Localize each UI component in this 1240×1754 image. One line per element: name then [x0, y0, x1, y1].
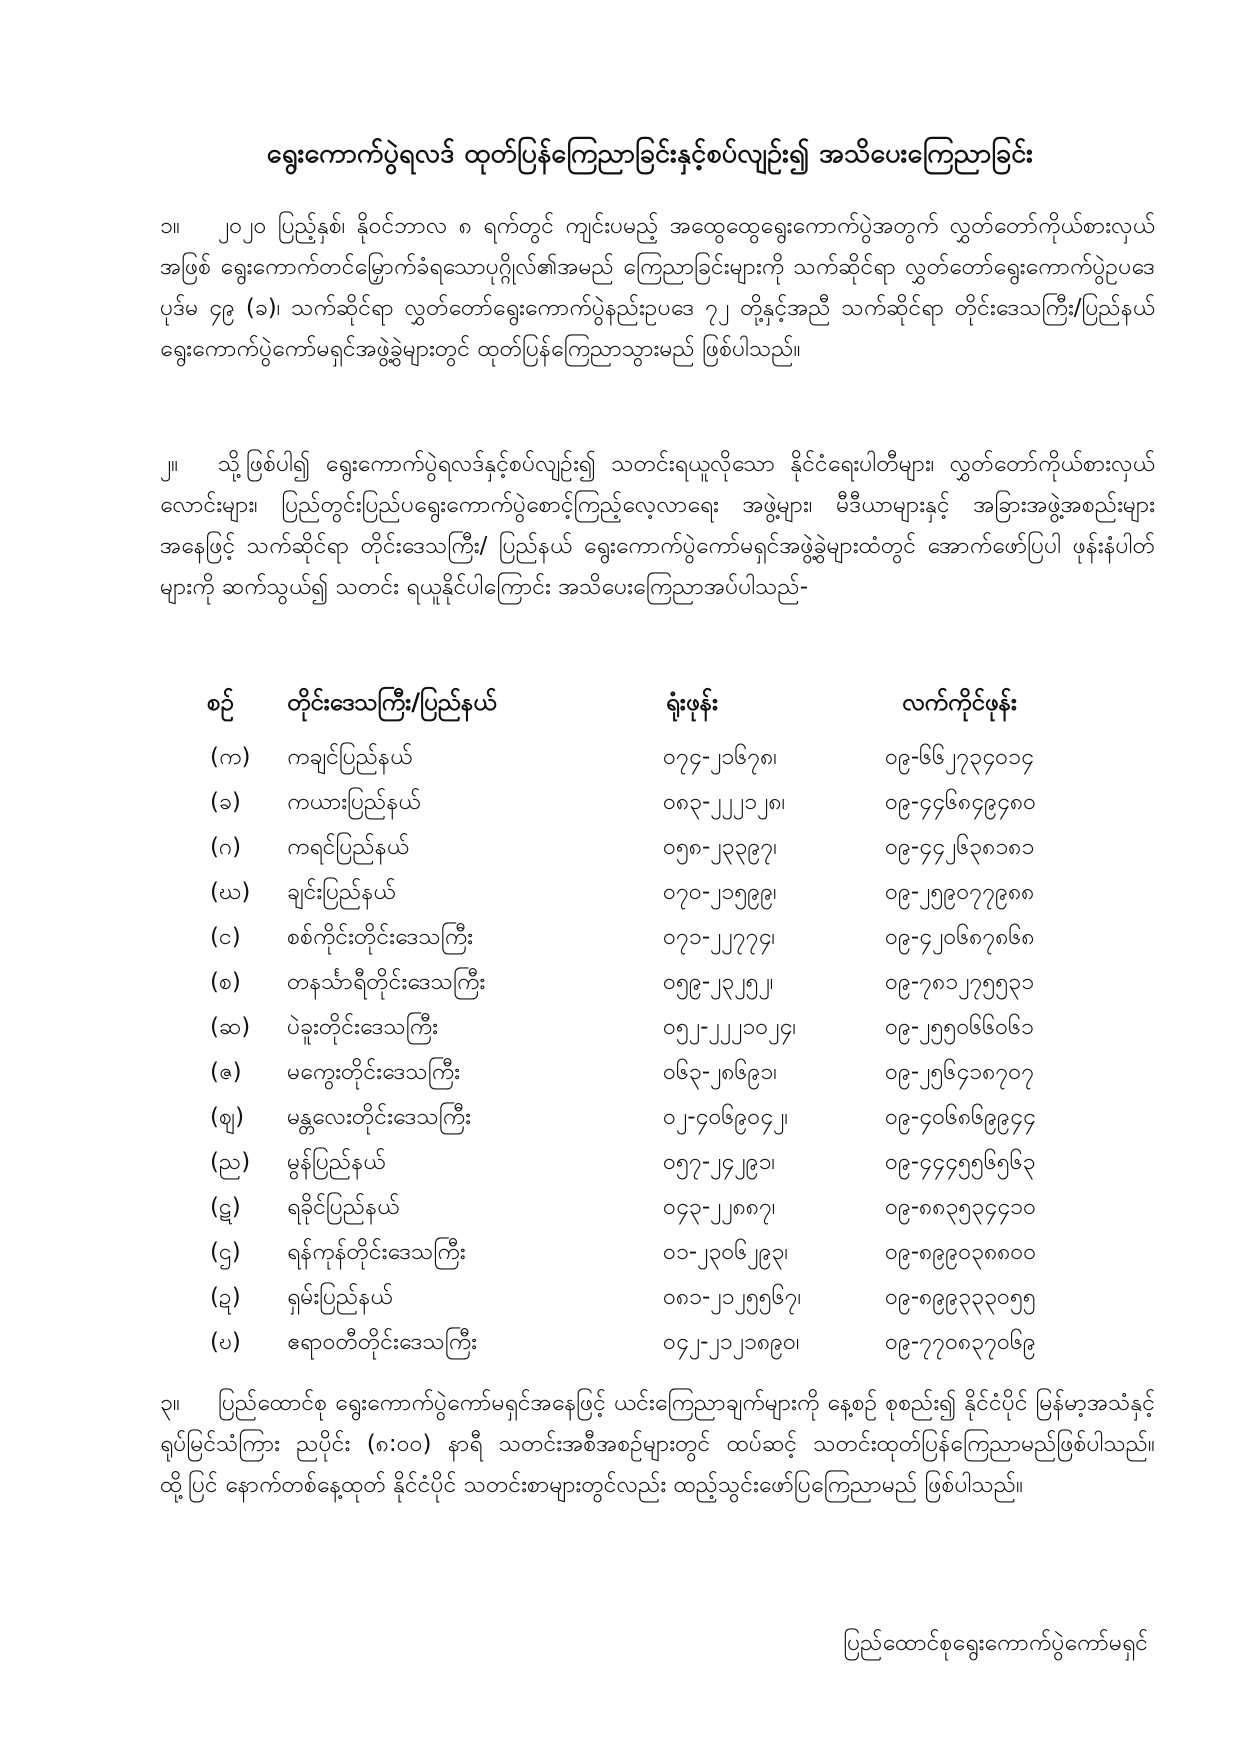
paragraph-1	[160, 206, 1155, 370]
row-mobile-phone: ၀၉-၄၄၄၅၅၆၅၆၃	[885, 1149, 1036, 1175]
row-office-phone: ၀၅၂-၂၂၂၁၀၂၄၊	[663, 1014, 797, 1040]
paragraph-3	[160, 1383, 1155, 1506]
table-row	[0, 1012, 1240, 1057]
row-region: ကချင်ပြည်နယ်	[287, 744, 413, 770]
row-region: မွန်ပြည်နယ်	[287, 1149, 386, 1175]
paragraph-number: ၁။	[160, 213, 180, 239]
table-row	[0, 967, 1240, 1012]
table-row	[0, 1057, 1240, 1102]
row-mobile-phone: ၀၉-၈၉၉၃၃၃၀၅၅	[885, 1284, 1036, 1310]
row-office-phone: ၀၅၉-၂၃၂၅၂၊	[663, 969, 774, 995]
row-office-phone: ၀၅၇-၂၄၂၉၁၊	[663, 1149, 776, 1175]
row-region: ရှမ်းပြည်နယ်	[287, 1284, 393, 1310]
table-row	[0, 1327, 1240, 1372]
row-office-phone: ၀၅၈-၂၃၃၉၇၊	[663, 834, 778, 860]
row-index: (က)	[210, 744, 251, 770]
row-office-phone: ၀၁-၂၃၀၆၂၉၃၊	[663, 1239, 789, 1265]
row-office-phone: ၀၈၃-၂၂၂၁၂၈၊	[663, 789, 786, 815]
row-mobile-phone: ၀၉-၄၄၆၈၄၉၄၈၀	[885, 789, 1037, 815]
row-index: (ဆ)	[210, 1014, 251, 1040]
table-row	[0, 1192, 1240, 1237]
row-index: (ဇ)	[210, 1059, 242, 1085]
row-region: ကရင်ပြည်နယ်	[287, 834, 409, 860]
row-mobile-phone: ၀၉-၂၅၉၀၇၇၉၈၈	[885, 879, 1035, 905]
table-row	[0, 877, 1240, 922]
row-mobile-phone: ၀၉-၄၀၆၈၆၉၉၄၄	[885, 1104, 1036, 1130]
header-mobile-phone: လက်ကိုင်ဖုန်း	[902, 688, 1018, 716]
row-office-phone: ၀၇၁-၂၂၇၇၄၊	[663, 924, 776, 950]
paragraph-text: ပြည်ထောင်စု ရွေးကောက်ပွဲကော်မရှင်အနေဖြင့် ယင်းကြေညာချက်များကို နေ့စဉ် စုစည်း၍ နိုင်ငံပိုင် မြန်မာ့အသံနှင့်ရုပ်မြင်သံကြား ညပိုင်း (၈:၀၀) နာရီ သတင်းအစီအစဉ်များတွင် ထပ်ဆင့် သတင်းထုတ်ပြန်ကြေညာမည်ဖြစ်ပါသည်။ ထို့ပြင် နောက်တစ်နေ့ထုတ် နိုင်ငံပိုင် သတင်းစာများတွင်လည်း ထည့်သွင်းဖော်ပြကြေညာမည် ဖြစ်ပါသည်။	[160, 1390, 1155, 1498]
row-office-phone: ၀၇၀-၂၁၅၉၉၊	[663, 879, 777, 905]
row-index: (ဋ)	[210, 1194, 241, 1220]
row-region: တနင်္သာရီတိုင်းဒေသကြီး	[287, 969, 486, 995]
row-index: (စ)	[210, 969, 241, 995]
row-index: (ဈ)	[210, 1104, 245, 1130]
table-row	[0, 742, 1240, 787]
row-region: မကွေးတိုင်းဒေသကြီး	[287, 1059, 460, 1085]
row-office-phone: ၀၈၁-၂၁၂၅၅၆၇၊	[663, 1284, 802, 1310]
row-region: ရန်ကုန်တိုင်းဒေသကြီး	[287, 1239, 466, 1265]
table-row	[0, 1282, 1240, 1327]
header-region: တိုင်းဒေသကြီး/ပြည်နယ်	[287, 688, 497, 716]
row-mobile-phone: ၀၉-၄၂၀၆၈၇၈၆၈	[885, 924, 1035, 950]
row-index: (ဂ)	[210, 834, 242, 860]
row-index: (ဍ)	[210, 1284, 241, 1310]
table-header-row	[0, 686, 1240, 742]
row-region: ပဲခူးတိုင်းဒေသကြီး	[287, 1014, 438, 1040]
table-row	[0, 922, 1240, 967]
row-index: (ခ)	[210, 789, 241, 815]
row-mobile-phone: ၀၉-၈၈၃၅၃၄၄၁၀	[885, 1194, 1037, 1220]
row-region: ဧရာဝတီတိုင်းဒေသကြီး	[287, 1329, 477, 1355]
contact-table	[0, 686, 1240, 1372]
row-index: (ဌ)	[210, 1239, 241, 1265]
row-mobile-phone: ၀၉-၇၈၁၂၇၅၅၃၁	[885, 969, 1035, 995]
document-title: ရွေးကောက်ပွဲရလဒ် ထုတ်ပြန်ကြေညာခြင်းနှင့်စပ်လျဉ်း၍ အသိပေးကြေညာခြင်း	[266, 138, 1034, 169]
paragraph-number: ၃။	[160, 1390, 180, 1416]
row-office-phone: ၀၄၃-၂၂၈၈၇၊	[663, 1194, 776, 1220]
paragraph-2	[160, 444, 1155, 608]
table-row	[0, 1102, 1240, 1147]
paragraph-text: ၂၀၂၀ ပြည့်နှစ်၊ နိုဝင်ဘာလ ၈ ရက်တွင် ကျင်းပမည့် အထွေထွေရွေးကောက်ပွဲအတွက် လွှတ်တော်ကိုယ်စားလှယ်အဖြစ် ရွေးကောက်တင်မြှောက်ခံရသောပုဂ္ဂိုလ်၏အမည် ကြေညာခြင်းများကို သက်ဆိုင်ရာ လွှတ်တော်ရွေးကောက်ပွဲဥပဒေပုဒ်မ ၄၉ (ခ)၊ သက်ဆိုင်ရာ လွှတ်တော်ရွေးကောက်ပွဲနည်းဥပဒေ ၇၂ တို့နှင့်အညီ သက်ဆိုင်ရာ တိုင်းဒေသကြီး/ပြည်နယ် ရွေးကောက်ပွဲကော်မရှင်အဖွဲ့ခွဲများတွင် ထုတ်ပြန်ကြေညာသွားမည် ဖြစ်ပါသည်။	[160, 213, 1155, 362]
paragraph-text: သို့ဖြစ်ပါ၍ ရွေးကောက်ပွဲရလဒ်နှင့်စပ်လျဉ်း၍ သတင်းရယူလိုသော နိုင်ငံရေးပါတီများ၊ လွှတ်တော်ကိုယ်စားလှယ်လောင်းများ၊ ပြည်တွင်းပြည်ပရွေးကောက်ပွဲစောင့်ကြည့်လေ့လာရေး အဖွဲ့များ၊ မီဒီယာများနှင့် အခြားအဖွဲ့အစည်းများအနေဖြင့် သက်ဆိုင်ရာ တိုင်းဒေသကြီး/ ပြည်နယ် ရွေးကောက်ပွဲကော်မရှင်အဖွဲ့ခွဲများထံတွင် အောက်ဖော်ပြပါ ဖုန်းနံပါတ်များကို ဆက်သွယ်၍ သတင်း ရယူနိုင်ပါကြောင်း အသိပေးကြေညာအပ်ပါသည်-	[160, 451, 1155, 600]
row-index: (ဃ)	[210, 879, 251, 905]
row-office-phone: ၀၄၂-၂၁၂၁၈၉၀၊	[663, 1329, 800, 1355]
row-mobile-phone: ၀၉-၇၇၀၈၃၇၀၆၉	[885, 1329, 1036, 1355]
table-row	[0, 1147, 1240, 1192]
row-region: မန္တလေးတိုင်းဒေသကြီး	[287, 1104, 471, 1130]
signature-organization: ပြည်ထောင်စုရွေးကောက်ပွဲကော်မရှင်	[843, 1630, 1148, 1656]
row-region: ရခိုင်ပြည်နယ်	[287, 1194, 400, 1220]
row-mobile-phone: ၀၉-၆၆၂၇၃၄၀၁၄	[885, 744, 1034, 770]
row-office-phone: ၀၆၃-၂၈၆၉၁၊	[663, 1059, 778, 1085]
header-office-phone: ရုံးဖုန်း	[666, 688, 719, 716]
paragraph-number: ၂။	[160, 451, 179, 477]
row-region: စစ်ကိုင်းတိုင်းဒေသကြီး	[287, 924, 473, 950]
table-body	[0, 742, 1240, 1372]
row-index: (ဎ)	[210, 1329, 241, 1355]
table-row	[0, 1237, 1240, 1282]
row-office-phone: ၀၇၄-၂၁၆၇၈၊	[663, 744, 778, 770]
header-index: စဉ်	[207, 688, 234, 716]
row-index: (င)	[210, 924, 241, 950]
row-mobile-phone: ၀၉-၂၅၆၄၁၈၇၀၇	[885, 1059, 1035, 1085]
row-mobile-phone: ၀၉-၄၄၂၆၃၈၁၈၁	[885, 834, 1035, 860]
row-index: (ည)	[210, 1149, 251, 1175]
row-mobile-phone: ၀၉-၂၅၅၀၆၆၀၆၁	[885, 1014, 1034, 1040]
row-mobile-phone: ၀၉-၈၉၉၀၃၈၈၀၀	[885, 1239, 1037, 1265]
row-region: ကယားပြည်နယ်	[287, 789, 421, 815]
table-row	[0, 832, 1240, 877]
row-office-phone: ၀၂-၄၀၆၉၀၄၂၊	[663, 1104, 789, 1130]
table-row	[0, 787, 1240, 832]
row-region: ချင်းပြည်နယ်	[287, 879, 396, 905]
